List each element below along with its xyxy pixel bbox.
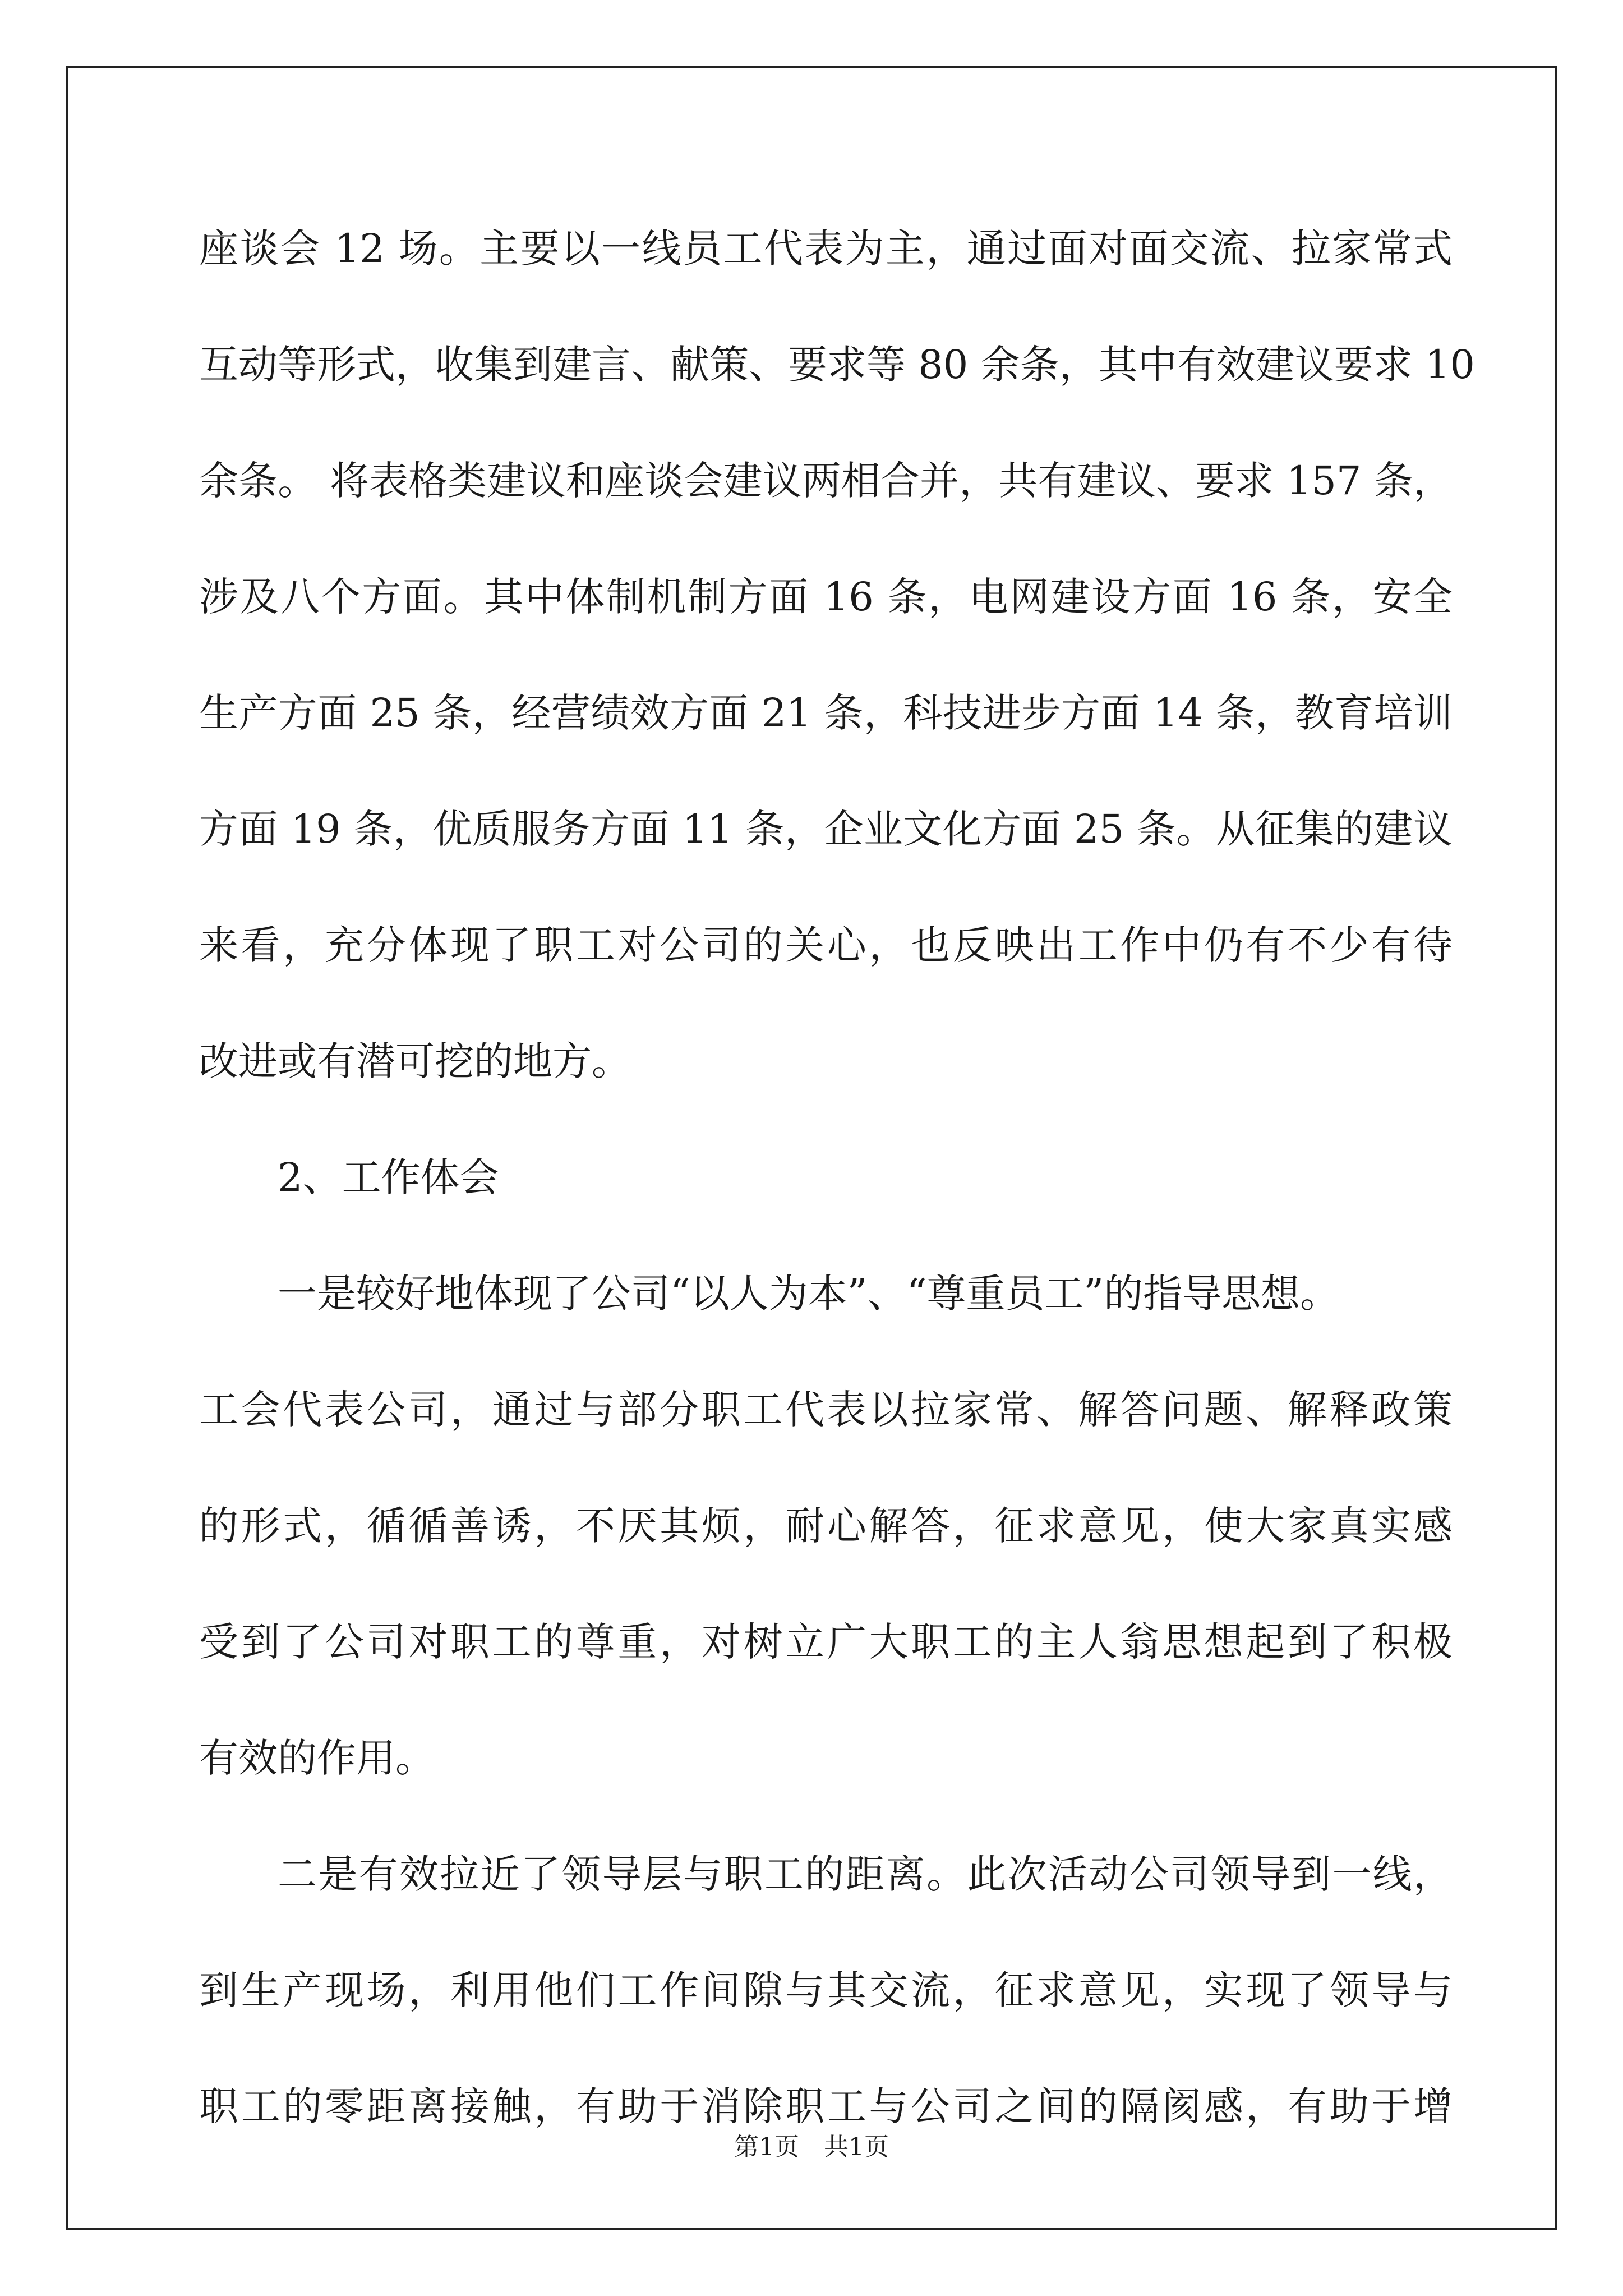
text-line: 互动等形式，收集到建言、献策、要求等 80 余条，其中有效建议要求 10: [199, 342, 1475, 388]
page-border: [66, 66, 1557, 2230]
section-heading: 2、工作体会: [278, 1154, 499, 1200]
text-line: 受到了公司对职工的尊重，对树立广大职工的主人翁思想起到了积极: [199, 1619, 1453, 1665]
text-line: 到生产现场，利用他们工作间隙与其交流，征求意见，实现了领导与: [199, 1967, 1453, 2013]
text-line: 工会代表公司，通过与部分职工代表以拉家常、解答问题、解释政策: [199, 1387, 1453, 1433]
text-line: 职工的零距离接触，有助于消除职工与公司之间的隔阂感，有助于增: [199, 2083, 1453, 2129]
page-footer: 第1页 共1页: [734, 2133, 889, 2161]
text-line: 涉及八个方面。其中体制机制方面 16 条，电网建设方面 16 条，安全: [199, 574, 1453, 620]
text-line: 生产方面 25 条，经营绩效方面 21 条，科技进步方面 14 条，教育培训: [199, 690, 1453, 736]
text-line: 有效的作用。: [199, 1735, 435, 1781]
text-line: 的形式，循循善诱，不厌其烦，耐心解答，征求意见，使大家真实感: [199, 1503, 1453, 1549]
text-line: 方面 19 条，优质服务方面 11 条，企业文化方面 25 条。从征集的建议: [199, 806, 1453, 852]
text-line: 来看，充分体现了职工对公司的关心，也反映出工作中仍有不少有待: [199, 922, 1453, 968]
text-line: 余条。 将表格类建议和座谈会建议两相合并，共有建议、要求 157 条，: [199, 458, 1453, 504]
text-line: 一是较好地体现了公司“以人为本”、“尊重员工”的指导思想。: [278, 1271, 1340, 1317]
text-line: 改进或有潜可挖的地方。: [199, 1038, 631, 1084]
text-line: 二是有效拉近了领导层与职工的距离。此次活动公司领导到一线，: [278, 1851, 1453, 1897]
text-line: 座谈会 12 场。主要以一线员工代表为主，通过面对面交流、拉家常式: [199, 226, 1453, 272]
